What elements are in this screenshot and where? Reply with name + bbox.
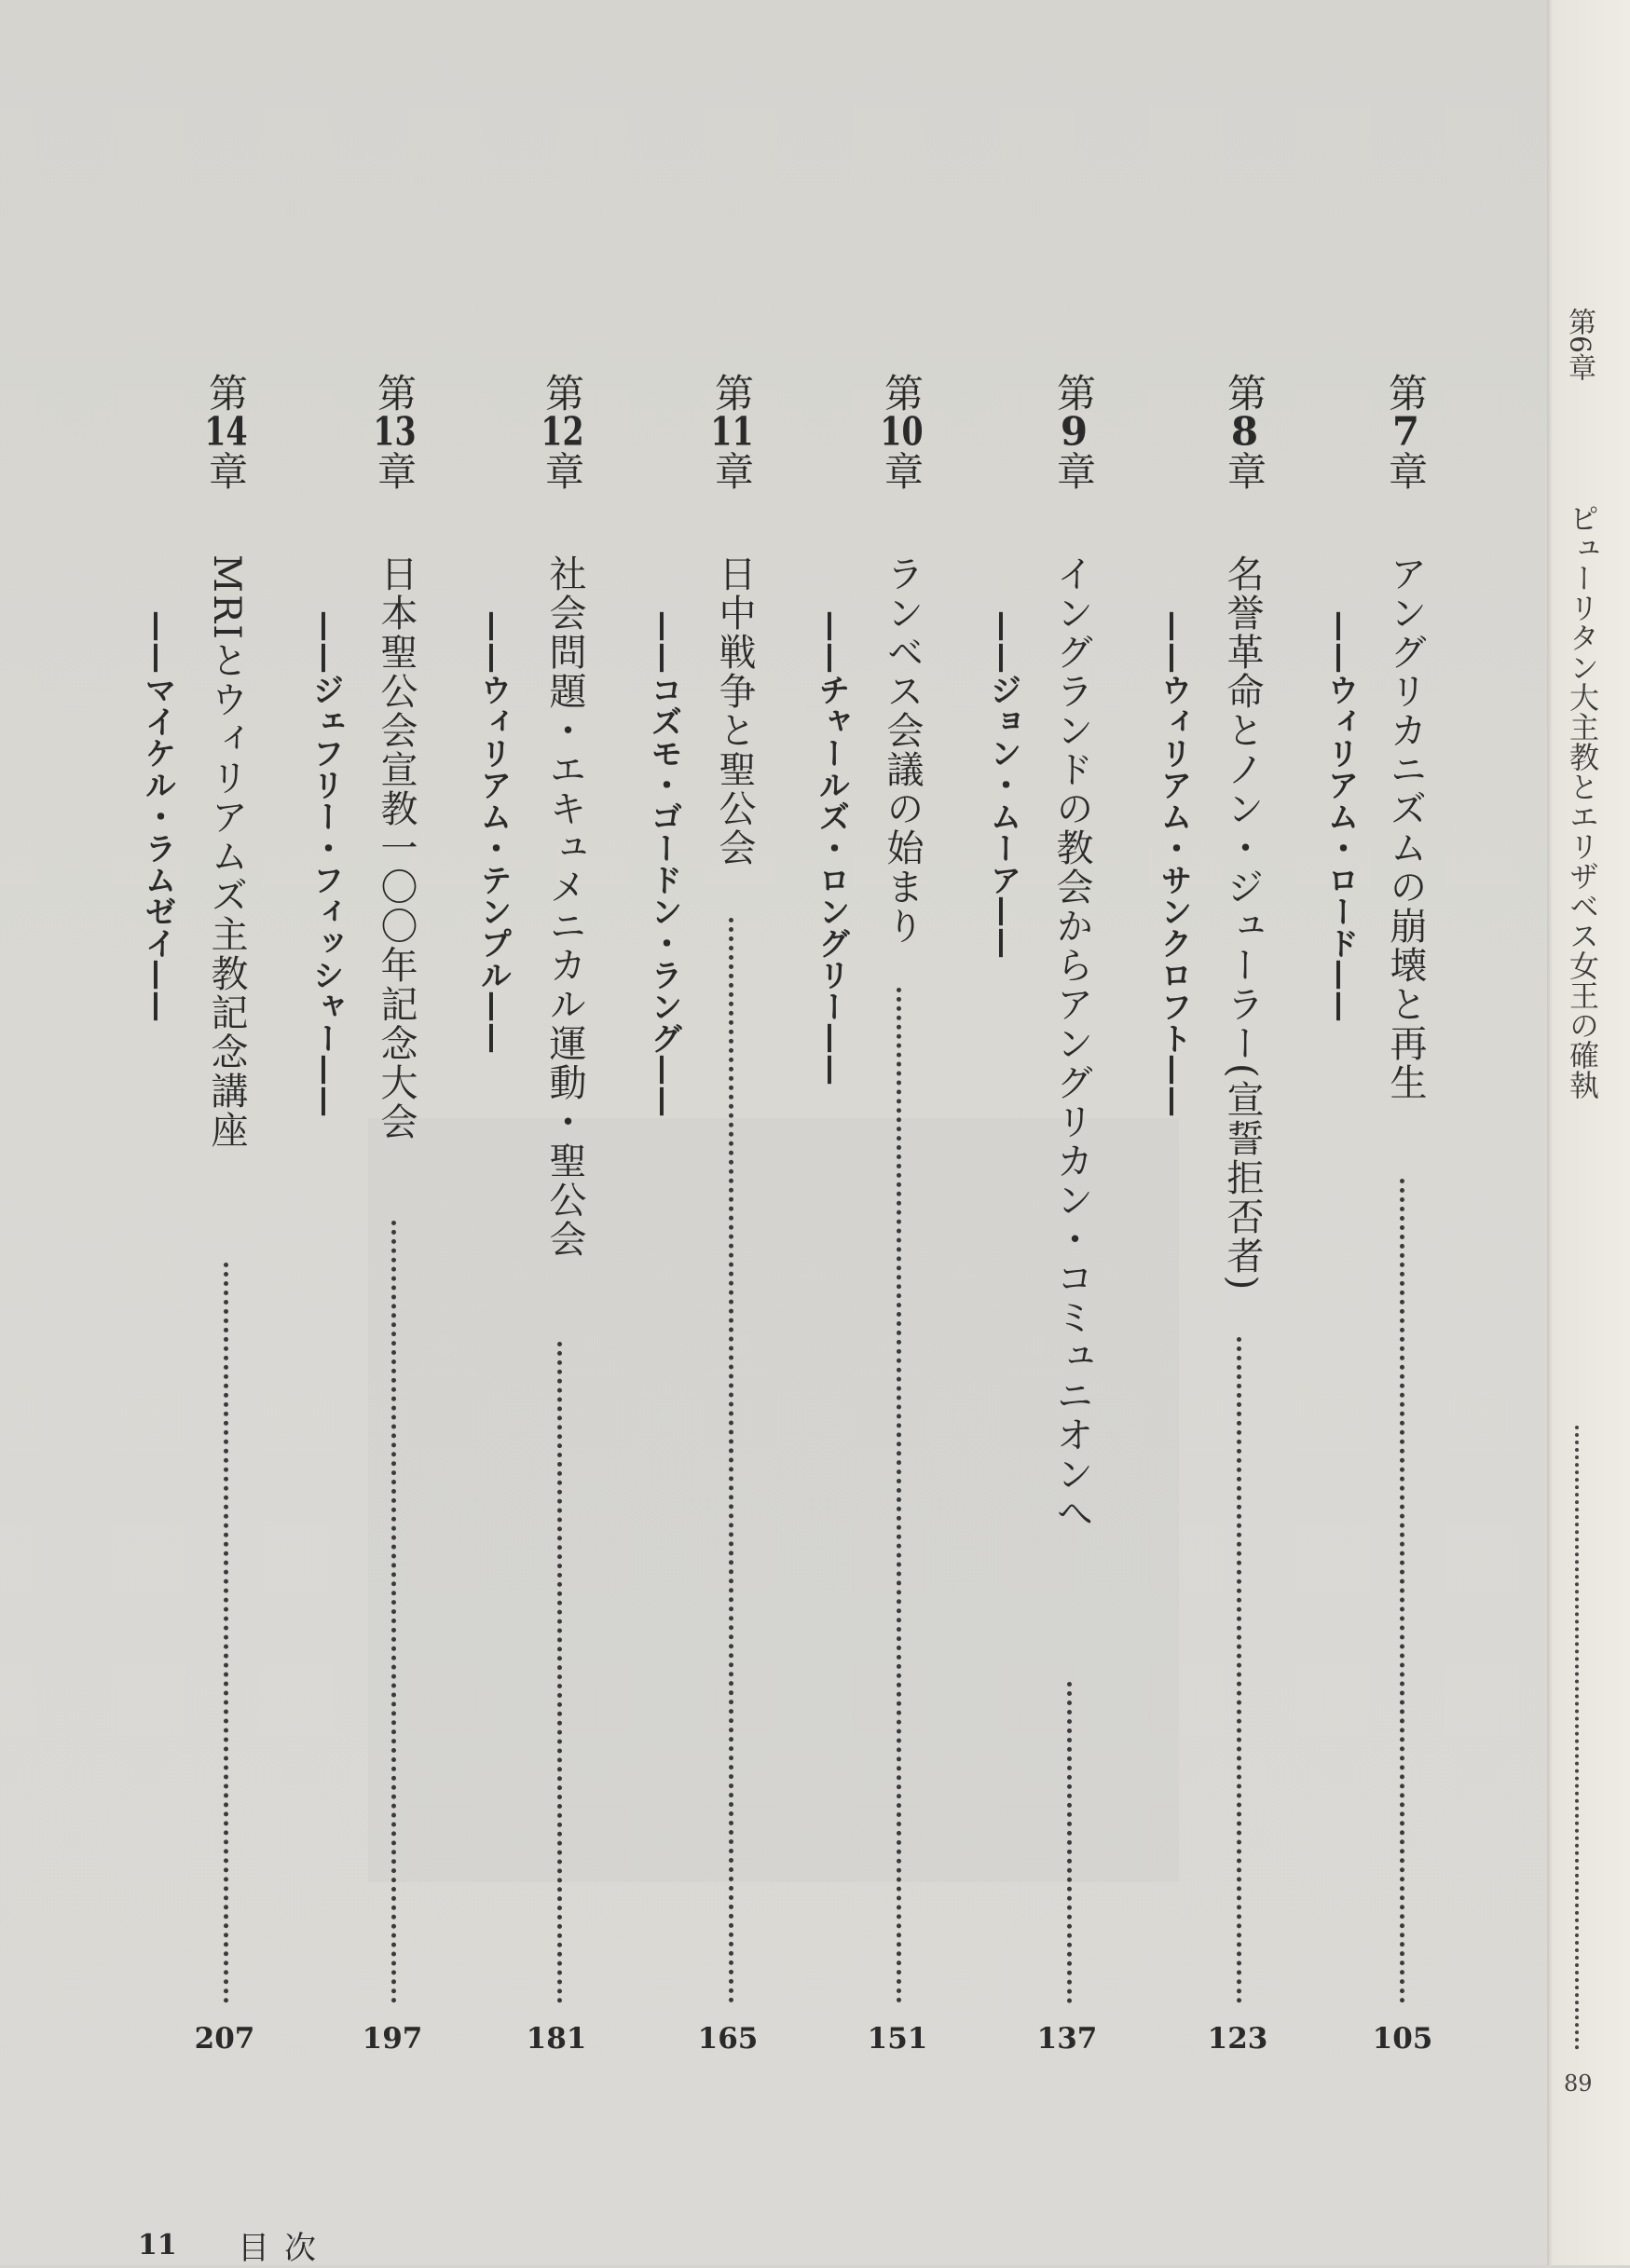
chapter-12-leader [557,1342,568,2003]
previous-chapter-leader [1575,1426,1579,2050]
chapter-9-subtitle: ——ジョン・ムーア—— [984,610,1021,959]
chapter-10-leader [897,988,907,2003]
chapter-8-title: 名誉革命とノン・ジューラー(宣誓拒否者) [1221,554,1264,1292]
chapter-11-leader [729,918,739,2003]
chapter-14-number: 第14章 [203,373,249,490]
previous-chapter-title: ピューリタン大主教とエリザベス女王の確執 [1565,503,1600,1100]
chapter-9-title: イングランドの教会からアングリカン・コミュニオンへ [1050,554,1093,1533]
chapter-12-number: 第12章 [540,373,585,490]
chapter-13-page: 197 [362,2022,423,2056]
chapter-12-page: 181 [526,2022,587,2056]
previous-chapter-page: 89 [1564,2070,1593,2097]
chapter-13-title: 日本聖公会宣教一〇〇年記念大会 [375,554,418,1141]
chapter-7-number: 第7章 [1383,373,1429,490]
chapter-7-page: 105 [1372,2022,1433,2056]
chapter-10-subtitle: ——チャールズ・ロングリー—— [813,610,850,1086]
chapter-9-number: 第9章 [1051,373,1097,490]
chapter-11-title: 日中戦争と聖公会 [713,554,756,868]
chapter-12-subtitle: ——ウィリアム・テンプル—— [474,610,512,1054]
chapter-13-subtitle: ——ジェフリー・フィッシャー—— [307,610,344,1117]
chapter-10-number: 第10章 [879,373,925,490]
chapter-14-subtitle: ——マイケル・ラムゼイ—— [139,610,176,1022]
footer-label: 目次 [238,2230,331,2267]
previous-chapter-label: 第6章 [1563,307,1596,382]
chapter-9-leader [1067,1682,1077,2003]
chapter-13-leader [391,1221,402,2003]
chapter-7-leader [1400,1179,1410,2003]
chapter-10-page: 151 [867,2022,928,2056]
chapter-13-number: 第13章 [372,373,418,490]
chapter-8-page: 123 [1207,2022,1268,2056]
chapter-14-page: 207 [194,2022,255,2056]
chapter-11-number: 第11章 [709,373,755,490]
chapter-7-subtitle: ——ウィリアム・ロード—— [1322,610,1359,1022]
chapter-8-subtitle: ——ウィリアム・サンクロフト—— [1155,610,1192,1117]
chapter-7-title: アングリカニズムの崩壊と再生 [1384,554,1427,1102]
chapter-11-page: 165 [697,2022,759,2056]
chapter-11-subtitle: ——コズモ・ゴードン・ラング—— [645,610,682,1117]
chapter-8-leader [1237,1337,1247,2003]
chapter-12-title: 社会問題・エキュメニカル運動・聖公会 [543,554,586,1259]
footer-page-number: 11 [138,2229,177,2261]
chapter-10-title: ランベス会議の始まり [881,554,924,946]
chapter-14-title: MRIとウィリアムズ主教記念講座 [205,554,248,1150]
chapter-9-page: 137 [1036,2022,1098,2056]
chapter-14-leader [224,1263,234,2003]
chapter-8-number: 第8章 [1222,373,1267,490]
